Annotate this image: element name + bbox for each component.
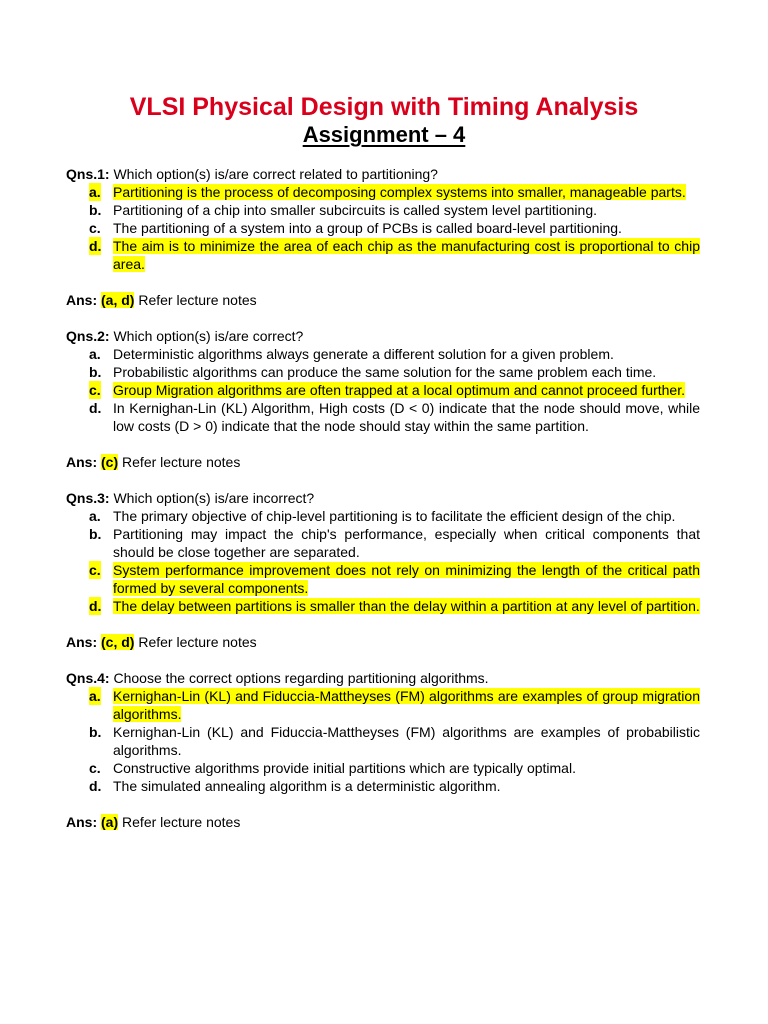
- option-letter: d.: [89, 400, 102, 416]
- question-1: [66, 165, 700, 309]
- option-text: Kernighan-Lin (KL) and Fiduccia-Mattheyses (FM) algorithms are examples of group migration algorithms.: [113, 688, 700, 722]
- option-a: [66, 345, 700, 363]
- answer-note: Refer lecture notes: [122, 814, 241, 830]
- option-d: [66, 777, 700, 795]
- option-text: The partitioning of a system into a group of PCBs is called board-level partitioning.: [113, 220, 622, 236]
- answer-note: Refer lecture notes: [138, 634, 257, 650]
- option-letter: c.: [89, 220, 101, 236]
- option-text: Probabilistic algorithms can produce the same solution for the same problem each time.: [113, 364, 657, 380]
- option-letter: b.: [89, 202, 102, 218]
- option-list: [66, 507, 700, 615]
- option-letter: d.: [89, 238, 102, 254]
- option-letter: c.: [89, 562, 101, 578]
- option-text: Kernighan-Lin (KL) and Fiduccia-Mattheyses (FM) algorithms are examples of probabilistic algorithms.: [113, 724, 700, 758]
- question-list: [66, 165, 700, 849]
- option-a: [66, 687, 700, 723]
- answer-label: Ans:: [66, 454, 98, 470]
- answer-note: Refer lecture notes: [122, 454, 241, 470]
- answer-line: [66, 633, 700, 651]
- question-3: [66, 489, 700, 651]
- option-letter: c.: [89, 382, 101, 398]
- option-d: [66, 399, 700, 435]
- answer-label: Ans:: [66, 292, 98, 308]
- answer-label: Ans:: [66, 814, 98, 830]
- option-letter: d.: [89, 598, 102, 614]
- answer-key: (c, d): [101, 634, 135, 650]
- question-label: Qns.2:: [66, 328, 110, 344]
- option-list: [66, 345, 700, 435]
- option-text: Partitioning is the process of decomposing complex systems into smaller, manageable parts.: [113, 184, 686, 200]
- question-label: Qns.1:: [66, 166, 110, 182]
- question-4: [66, 669, 700, 831]
- answer-note: Refer lecture notes: [138, 292, 257, 308]
- option-b: [66, 201, 700, 219]
- option-text: Partitioning may impact the chip's performance, especially when critical components that should be close together are separated.: [113, 526, 700, 560]
- option-letter: a.: [89, 346, 101, 362]
- option-text: The aim is to minimize the area of each chip as the manufacturing cost is proportional to chip area.: [113, 238, 700, 272]
- option-b: [66, 525, 700, 561]
- question-2: [66, 327, 700, 471]
- answer-line: [66, 813, 700, 831]
- option-letter: d.: [89, 778, 102, 794]
- option-a: [66, 183, 700, 201]
- question-text: Which option(s) is/are incorrect?: [113, 490, 315, 506]
- option-letter: b.: [89, 526, 102, 542]
- option-c: [66, 219, 700, 237]
- question-text: Which option(s) is/are correct related to partitioning?: [113, 166, 438, 182]
- option-text: The delay between partitions is smaller than the delay within a partition at any level of partition.: [113, 598, 700, 614]
- option-text: The simulated annealing algorithm is a deterministic algorithm.: [113, 778, 501, 794]
- question-label: Qns.3:: [66, 490, 110, 506]
- option-text: The primary objective of chip-level partitioning is to facilitate the efficient design of the chip.: [113, 508, 676, 524]
- option-text: Deterministic algorithms always generate a different solution for a given problem.: [113, 346, 614, 362]
- answer-key: (a, d): [101, 292, 135, 308]
- option-text: Constructive algorithms provide initial partitions which are typically optimal.: [113, 760, 576, 776]
- option-text: Partitioning of a chip into smaller subcircuits is called system level partitioning.: [113, 202, 597, 218]
- option-b: [66, 363, 700, 381]
- option-c: [66, 561, 700, 597]
- answer-label: Ans:: [66, 634, 98, 650]
- option-b: [66, 723, 700, 759]
- assignment-heading: Assignment – 4: [302, 122, 466, 147]
- answer-key: (a): [101, 814, 119, 830]
- option-text: In Kernighan-Lin (KL) Algorithm, High costs (D < 0) indicate that the node should move, while low costs (D > 0) indicate that the node should stay within the same partition.: [113, 400, 700, 434]
- document-title: VLSI Physical Design with Timing Analysis: [129, 93, 639, 121]
- option-c: [66, 759, 700, 777]
- question-label: Qns.4:: [66, 670, 110, 686]
- option-d: [66, 597, 700, 615]
- option-text: System performance improvement does not rely on minimizing the length of the critical path formed by several components.: [113, 562, 700, 596]
- answer-line: [66, 291, 700, 309]
- option-letter: c.: [89, 760, 101, 776]
- option-text: Group Migration algorithms are often trapped at a local optimum and cannot proceed further.: [113, 382, 685, 398]
- option-c: [66, 381, 700, 399]
- option-letter: a.: [89, 184, 101, 200]
- option-letter: a.: [89, 688, 101, 704]
- option-letter: b.: [89, 364, 102, 380]
- option-a: [66, 507, 700, 525]
- option-list: [66, 687, 700, 795]
- question-text: Choose the correct options regarding partitioning algorithms.: [113, 670, 489, 686]
- option-list: [66, 183, 700, 273]
- option-letter: b.: [89, 724, 102, 740]
- option-d: [66, 237, 700, 273]
- option-letter: a.: [89, 508, 101, 524]
- question-text: Which option(s) is/are correct?: [113, 328, 304, 344]
- answer-line: [66, 453, 700, 471]
- answer-key: (c): [101, 454, 119, 470]
